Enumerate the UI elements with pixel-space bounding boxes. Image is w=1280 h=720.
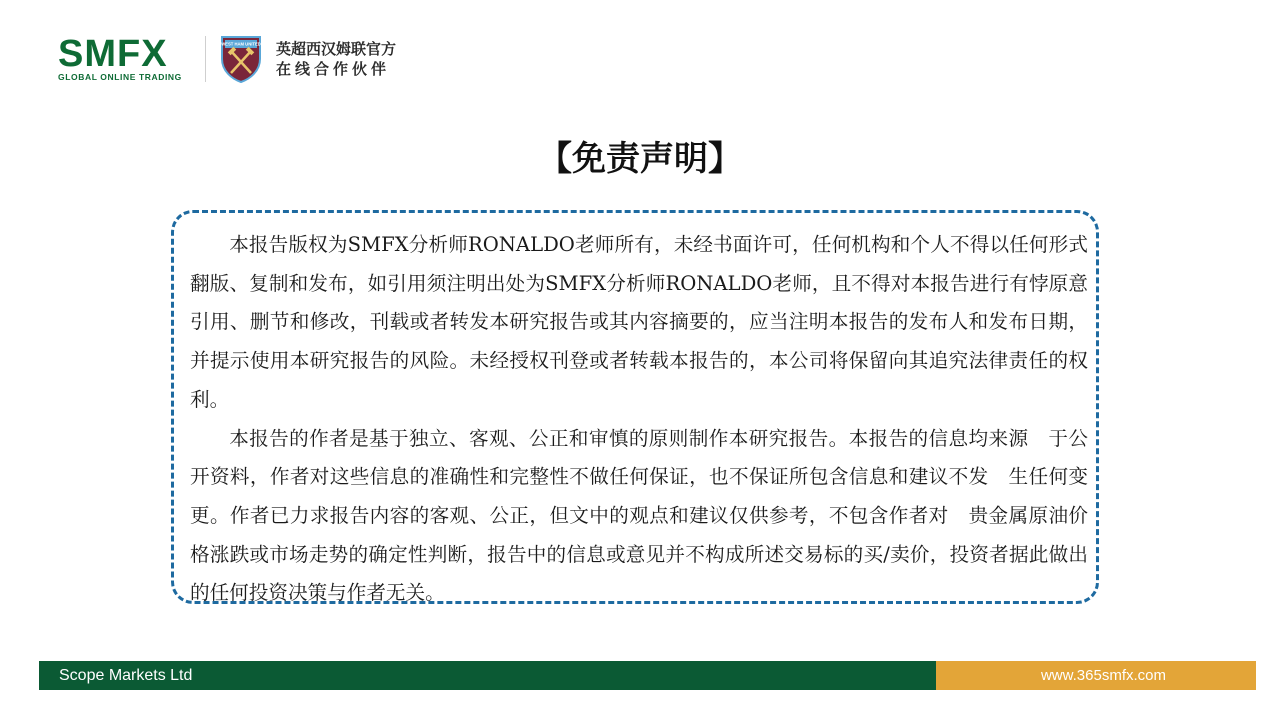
- disclaimer-paragraph-2: 本报告的作者是基于独立、客观、公正和审慎的原则制作本研究报告。本报告的信息均来源 于公开资料，作者对这些信息的准确性和完整性不做任何保证，也不保证所包含信息和建议不发 生任何变更。作者已力求报告内容的客观、公正，但文中的观点和建议仅供参考，不包含作者对 贵金属原油价格涨跌或市场走势的确定性判断，报告中的信息或意见并不构成所述交易标的买/卖价，投资者据此做出的任何投资决策与作者无关。: [190, 426, 1088, 605]
- footer-website[interactable]: www.365smfx.com: [936, 661, 1256, 690]
- smfx-logo: [58, 34, 190, 84]
- logo-divider: [205, 36, 206, 82]
- footer-company: Scope Markets Ltd: [39, 661, 936, 690]
- crest-text: WEST HAM UNITED: [221, 41, 261, 47]
- footer-bar: [39, 661, 1256, 690]
- disclaimer-paragraph-1: 本报告版权为SMFX分析师RONALDO老师所有，未经书面许可，任何机构和个人不得以任何形式翻版、复制和发布，如引用须注明出处为SMFX分析师RONALDO老师，且不得对本报告进行有悖原意引用、删节和修改，刊载或者转发本研究报告或其内容摘要的，应当注明本报告的发布人和发布日期，并提示使用本研究报告的风险。未经授权刊登或者转载本报告的，本公司将保留向其追究法律责任的权利。: [190, 233, 1088, 411]
- partner-statement: [276, 39, 396, 79]
- disclaimer-text: [190, 226, 1088, 613]
- logo-brand-text: SMFX: [58, 33, 168, 75]
- page-title: 【免责声明】: [538, 139, 742, 179]
- partner-line-2: 在线合作伙伴: [276, 60, 391, 78]
- logo-tagline: GLOBAL ONLINE TRADING: [58, 72, 182, 82]
- partner-line-1: 英超西汉姆联官方: [276, 40, 397, 58]
- west-ham-crest-icon: [219, 35, 263, 83]
